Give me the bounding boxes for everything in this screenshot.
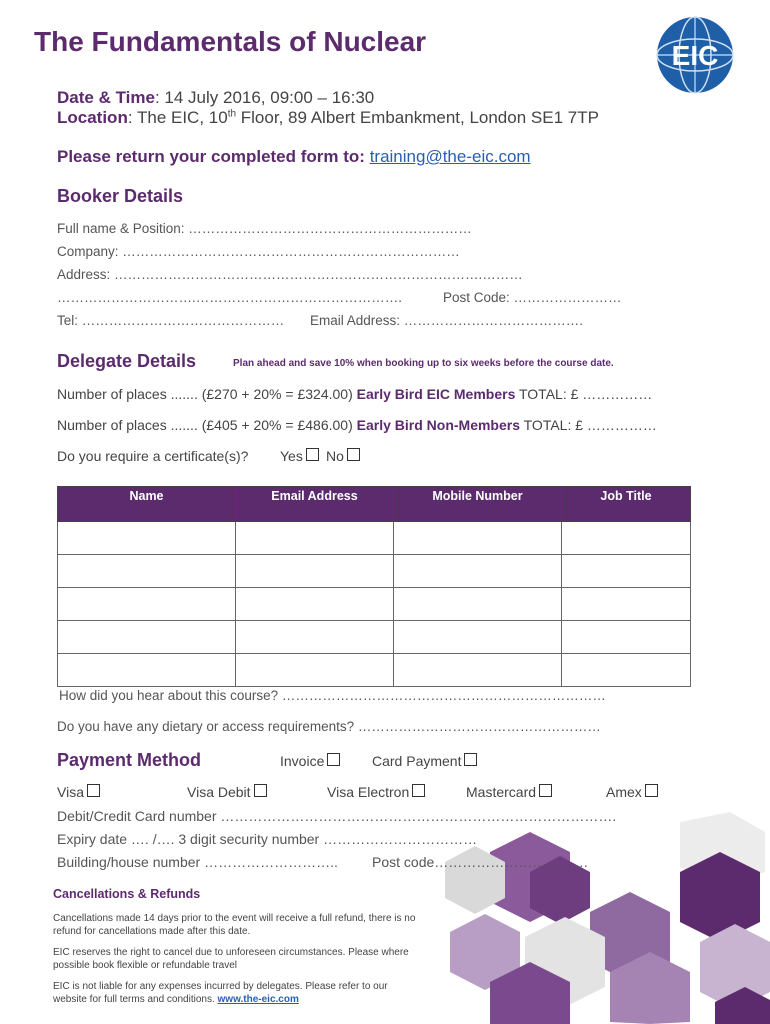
location-label: Location — [57, 108, 128, 127]
col-name: Name — [58, 487, 236, 522]
table-row — [58, 522, 691, 555]
location-line — [57, 108, 599, 128]
job-title-cell[interactable] — [562, 621, 691, 654]
website-link[interactable]: www.the-eic.com — [217, 994, 299, 1005]
nonmembers-total: TOTAL: £ …………… — [520, 417, 657, 433]
no-checkbox[interactable] — [347, 448, 360, 461]
location-sup: th — [227, 108, 237, 120]
members-label: Early Bird EIC Members — [356, 386, 516, 402]
eic-logo — [655, 15, 735, 95]
expiry-security-field[interactable]: Expiry date …. /…. 3 digit security number …………………………… — [57, 831, 478, 847]
members-total: TOTAL: £ …………… — [515, 386, 653, 402]
visa-label: Visa — [57, 784, 84, 800]
card-payment-label: Card Payment — [372, 753, 462, 769]
cancellation-rights: EIC reserves the right to cancel due to unforeseen circumstances. Please where possible book flexible or refundable travel — [53, 947, 409, 971]
nonmembers-places-line[interactable] — [57, 417, 657, 433]
liability-note — [53, 980, 423, 1006]
date-value: : 14 July 2016, 09:00 – 16:30 — [154, 88, 375, 107]
table-row — [58, 654, 691, 687]
full-name-field[interactable]: Full name & Position: ……………………………………………………… — [57, 221, 472, 236]
building-number-field[interactable]: Building/house number ……………………….. — [57, 854, 338, 870]
cancellation-policy: Cancellations made 14 days prior to the event will receive a full refund, there is no refund for cancellations made after this date. — [53, 913, 416, 937]
yes-checkbox[interactable] — [306, 448, 319, 461]
col-mobile: Mobile Number — [394, 487, 562, 522]
amex-label: Amex — [606, 784, 642, 800]
amex-checkbox[interactable] — [645, 784, 658, 797]
visa-debit-checkbox[interactable] — [254, 784, 267, 797]
hexagon-decoration — [430, 812, 770, 1024]
hear-about-field[interactable]: How did you hear about this course? ……………………………………………………………… — [59, 688, 606, 703]
card-payment-checkbox[interactable] — [464, 753, 477, 766]
visa-checkbox[interactable] — [87, 784, 100, 797]
job-title-cell[interactable] — [562, 654, 691, 687]
table-row — [58, 588, 691, 621]
name-cell[interactable] — [58, 555, 236, 588]
col-email: Email Address — [236, 487, 394, 522]
mastercard-checkbox[interactable] — [539, 784, 552, 797]
members-price: Number of places ....... (£270 + 20% = £324.00) — [57, 386, 357, 402]
email-field[interactable]: Email Address: …………………………………. — [310, 313, 584, 328]
members-places-line[interactable] — [57, 386, 652, 402]
date-label: Date & Time — [57, 88, 155, 107]
email-cell[interactable] — [236, 522, 394, 555]
name-cell[interactable] — [58, 522, 236, 555]
page-title: The Fundamentals of Nuclear — [34, 26, 427, 57]
payment-postcode-field[interactable]: Post code…………………………… — [372, 854, 589, 870]
return-label: Please return your completed form to: — [57, 147, 370, 166]
delegate-table-header — [58, 487, 691, 522]
mastercard-option[interactable] — [466, 784, 552, 800]
email-cell[interactable] — [236, 588, 394, 621]
visa-electron-checkbox[interactable] — [412, 784, 425, 797]
nonmembers-price: Number of places ....... (£405 + 20% = £486.00) — [57, 417, 357, 433]
table-row — [58, 621, 691, 654]
delegate-heading: Delegate Details — [57, 351, 197, 371]
logo-text: EIC — [671, 40, 719, 71]
cancellations-heading: Cancellations & Refunds — [53, 887, 201, 901]
location-value: : The EIC, 10 — [127, 108, 228, 127]
job-title-cell[interactable] — [562, 522, 691, 555]
liability-text: EIC is not liable for any expenses incurred by delegates. Please refer to our website for full terms and conditions. — [53, 981, 388, 1005]
return-line — [57, 147, 531, 167]
visa-debit-option[interactable] — [187, 784, 267, 800]
col-job-title: Job Title — [562, 487, 691, 522]
table-row — [58, 555, 691, 588]
mobile-cell[interactable] — [394, 588, 562, 621]
mobile-cell[interactable] — [394, 654, 562, 687]
no-label: No — [326, 448, 344, 464]
company-field[interactable]: Company: ………………………………………………………………… — [57, 244, 460, 259]
name-cell[interactable] — [58, 654, 236, 687]
name-cell[interactable] — [58, 621, 236, 654]
name-cell[interactable] — [58, 588, 236, 621]
certificate-yes[interactable] — [280, 448, 319, 464]
card-payment-option[interactable] — [372, 753, 477, 769]
visa-electron-option[interactable] — [327, 784, 425, 800]
visa-debit-label: Visa Debit — [187, 784, 251, 800]
email-cell[interactable] — [236, 654, 394, 687]
certificate-question: Do you require a certificate(s)? — [57, 448, 249, 464]
visa-electron-label: Visa Electron — [327, 784, 410, 800]
postcode-field[interactable]: Post Code: …………………… — [443, 290, 622, 305]
email-cell[interactable] — [236, 555, 394, 588]
visa-option[interactable] — [57, 784, 100, 800]
job-title-cell[interactable] — [562, 555, 691, 588]
nonmembers-label: Early Bird Non-Members — [356, 417, 520, 433]
amex-option[interactable] — [606, 784, 658, 800]
address-field[interactable]: Address: ……………………………………………………………………….……… — [57, 267, 523, 282]
tel-field[interactable]: Tel: ……………………………………… — [57, 313, 285, 328]
date-line — [57, 88, 374, 108]
payment-heading: Payment Method — [57, 750, 202, 770]
mobile-cell[interactable] — [394, 555, 562, 588]
invoice-checkbox[interactable] — [327, 753, 340, 766]
location-value-rest: Floor, 89 Albert Embankment, London SE1 7TP — [236, 108, 599, 127]
booker-heading: Booker Details — [57, 186, 184, 206]
invoice-label: Invoice — [280, 753, 325, 769]
card-number-field[interactable]: Debit/Credit Card number …………………………………………………………………………. — [57, 808, 617, 824]
email-cell[interactable] — [236, 621, 394, 654]
job-title-cell[interactable] — [562, 588, 691, 621]
delegate-table — [57, 486, 691, 687]
yes-label: Yes — [280, 448, 303, 464]
dietary-field[interactable]: Do you have any dietary or access requirements? ……………………………………………… — [57, 719, 601, 734]
mobile-cell[interactable] — [394, 522, 562, 555]
mastercard-label: Mastercard — [466, 784, 537, 800]
invoice-option[interactable] — [280, 753, 340, 769]
early-booking-note: Plan ahead and save 10% when booking up to six weeks before the course date. — [233, 358, 614, 369]
address-field-line2[interactable]: ………………………….………………………………………. — [57, 290, 403, 305]
return-email-link[interactable]: training@the-eic.com — [369, 147, 531, 166]
mobile-cell[interactable] — [394, 621, 562, 654]
certificate-no[interactable] — [326, 448, 360, 464]
